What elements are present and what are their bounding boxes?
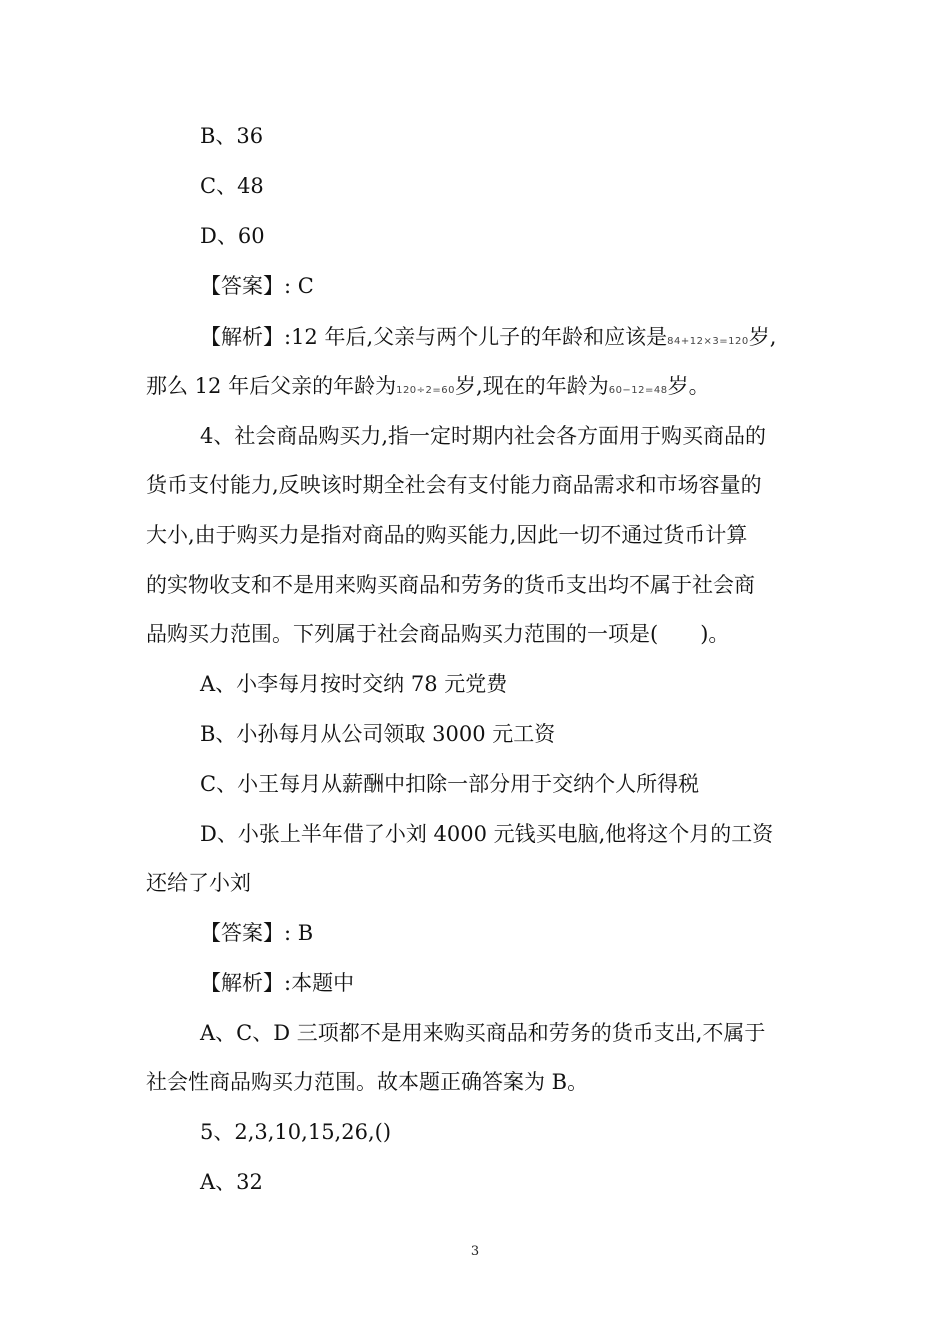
q4-option-b: B、小孙每月从公司领取 3000 元工资: [200, 722, 556, 746]
answer-value: : C: [284, 274, 314, 298]
page-number: 3: [470, 1244, 480, 1259]
q4-stem-line: 货币支付能力,反映该时期全社会有支付能力商品需求和市场容量的: [146, 473, 762, 497]
answer-label: 【答案】: [200, 274, 284, 298]
q4-analysis-line2: 社会性商品购买力范围。故本题正确答案为 B。: [146, 1070, 589, 1094]
answer-value: : B: [284, 921, 314, 945]
formula-sum: 84+12×3=120: [667, 336, 749, 347]
q4-option-d-cont: 还给了小刘: [146, 871, 251, 895]
analysis-text: 岁。: [667, 374, 710, 398]
q3-answer: [200, 272, 314, 300]
q3-option-b: B、36: [200, 124, 264, 148]
analysis-text: 岁,现在的年龄为: [455, 374, 609, 398]
q4-option-d: D、小张上半年借了小刘 4000 元钱买电脑,他将这个月的工资: [200, 822, 774, 846]
q4-stem-line: 的实物收支和不是用来购买商品和劳务的货币支出均不属于社会商: [146, 573, 755, 597]
q4-answer: [200, 919, 313, 947]
analysis-text: 那么 12 年后父亲的年龄为: [146, 374, 397, 398]
answer-label: 【答案】: [200, 921, 284, 945]
q5-stem: 5、2,3,10,15,26,(): [200, 1120, 392, 1144]
q3-option-d: D、60: [200, 224, 265, 248]
q4-stem-line: 品购买力范围。下列属于社会商品购买力范围的一项是( )。: [146, 622, 730, 646]
q4-stem-line: 4、社会商品购买力,指一定时期内社会各方面用于购买商品的: [200, 424, 767, 448]
q5-option-a: A、32: [200, 1170, 263, 1194]
formula-current-age: 60−12=48: [608, 385, 668, 396]
q3-analysis-line1: [200, 323, 776, 356]
analysis-text: 岁,: [748, 325, 777, 349]
q4-stem-line: 大小,由于购买力是指对商品的购买能力,因此一切不通过货币计算: [146, 523, 748, 547]
q4-option-a: A、小李每月按时交纳 78 元党费: [200, 672, 508, 696]
q3-option-c: C、48: [200, 174, 264, 198]
q3-analysis-line2: [146, 372, 710, 405]
analysis-label: 【解析】: [200, 325, 284, 349]
q4-analysis-line1: A、C、D 三项都不是用来购买商品和劳务的货币支出,不属于: [200, 1021, 766, 1045]
q4-option-c: C、小王每月从薪酬中扣除一部分用于交纳个人所得税: [200, 772, 700, 796]
q4-analysis: [200, 969, 354, 997]
analysis-text: :本题中: [284, 971, 355, 995]
analysis-text: :12 年后,父亲与两个儿子的年龄和应该是: [284, 325, 668, 349]
formula-father-age: 120÷2=60: [396, 385, 456, 396]
analysis-label: 【解析】: [200, 971, 284, 995]
